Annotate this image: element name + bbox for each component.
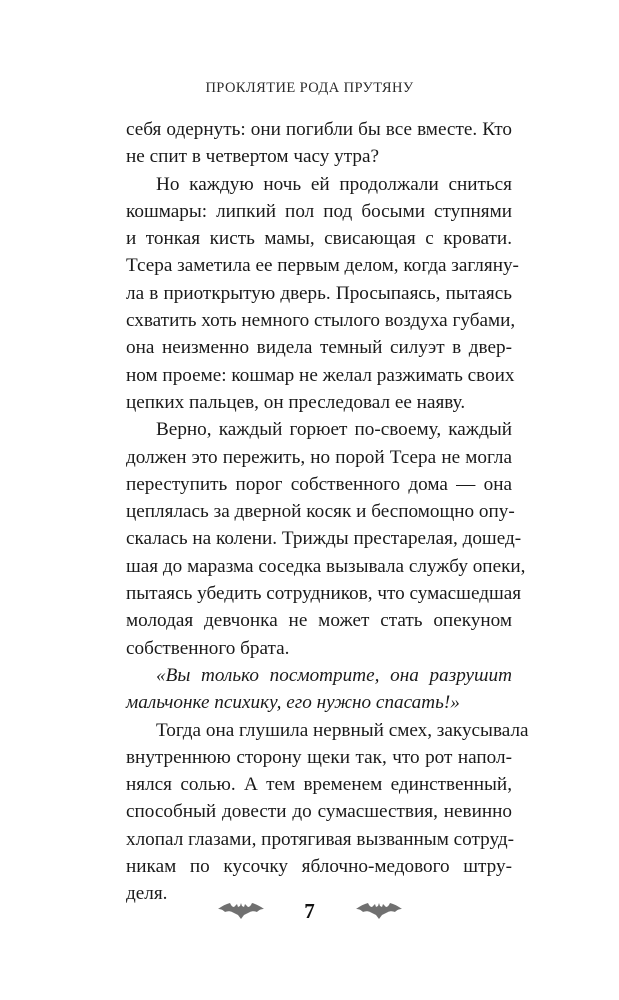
text-line: не спит в четвертом часу утра?	[126, 146, 379, 168]
text-line: она неизменно видела темный силуэт в двер-	[126, 337, 512, 359]
text-line: никам по кусочку яблочно-медового штру-	[126, 856, 512, 878]
bat-icon	[217, 900, 265, 922]
text-line: Тсера заметила ее первым делом, когда загляну-	[126, 255, 519, 277]
text-line: кошмары: липкий пол под босыми ступнями	[126, 200, 512, 222]
text-line: Верно, каждый горюет по-своему, каждый	[156, 419, 512, 441]
bat-icon	[355, 900, 403, 922]
text-line: цепких пальцев, он преследовал ее наяву.	[126, 391, 466, 413]
page-number: 7	[304, 898, 315, 923]
text-line: Но каждую ночь ей продолжали сниться	[156, 173, 512, 195]
text-line: схватить хоть немного стылого воздуха губами,	[126, 310, 516, 332]
quoted-line: мальчонке психику, его нужно спасать!»	[126, 692, 460, 714]
body-text	[126, 116, 529, 908]
text-line: собственного брата.	[126, 637, 290, 659]
text-line: способный довести до сумасшествия, невинно	[126, 801, 512, 823]
quoted-line: «Вы только посмотрите, она разрушит	[156, 664, 512, 686]
text-line: переступить порог собственного дома — она	[126, 473, 512, 495]
text-line: должен это пережить, но порой Тсера не могла	[126, 446, 512, 468]
text-line: ла в приоткрытую дверь. Просыпаясь, пытаясь	[126, 282, 512, 304]
text-line: Тогда она глушила нервный смех, закусывала	[156, 719, 529, 741]
text-line: хлопал глазами, протягивая вызванным сотруд-	[126, 828, 514, 850]
text-line: внутреннюю сторону щеки так, что рот напол-	[126, 746, 512, 768]
text-line: и тонкая кисть мамы, свисающая с кровати.	[126, 228, 512, 250]
text-line: скалась на колени. Трижды престарелая, дошед-	[126, 528, 522, 550]
folio	[0, 893, 619, 929]
text-line: ном проеме: кошмар не желал разжимать своих	[126, 364, 515, 386]
running-head: ПРОКЛЯТИЕ РОДА ПРУТЯНУ	[205, 80, 414, 96]
text-line: молодая девчонка не может стать опекуном	[126, 610, 512, 632]
text-line: цеплялась за дверной косяк и беспомощно опу-	[126, 501, 515, 523]
text-line: деля.	[126, 883, 168, 905]
text-line: нялся солью. А тем временем единственный,	[126, 774, 512, 796]
text-line: пытаясь убедить сотрудников, что сумасшедшая	[126, 583, 522, 605]
text-line: шая до маразма соседка вызывала службу опеки,	[126, 555, 526, 577]
text-line: себя одернуть: они погибли бы все вместе. Кто	[126, 119, 512, 140]
